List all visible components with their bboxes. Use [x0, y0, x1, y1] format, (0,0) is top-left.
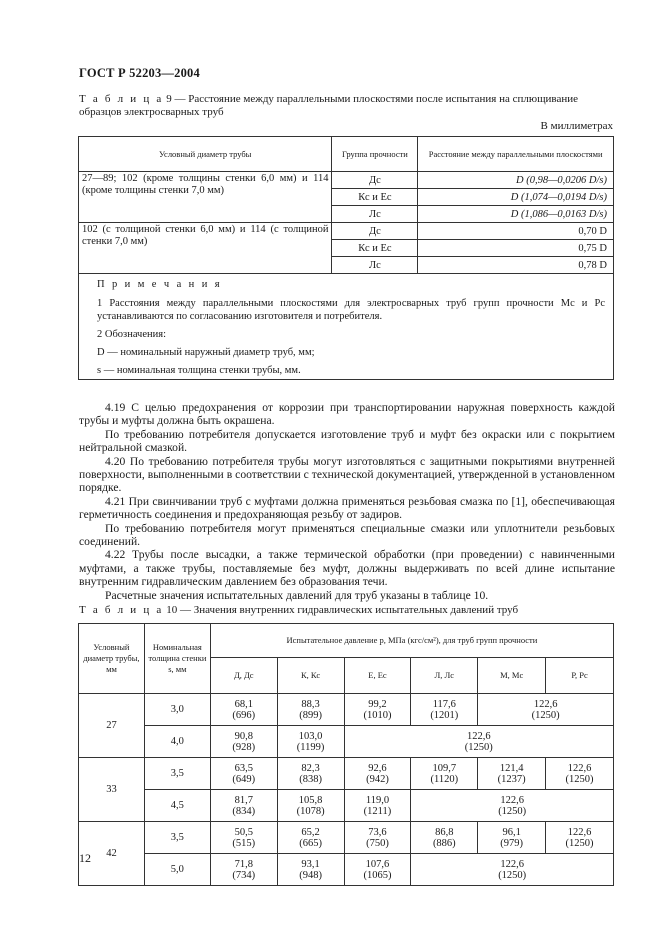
table10-value-cell: 71,8 (734) [210, 854, 277, 886]
table10-head-diameter: Условный диаметр трубы, мм [79, 624, 145, 694]
table10-wall-cell: 4,0 [144, 726, 210, 758]
table10-grade-header: Е, Ес [344, 658, 411, 694]
table9-grade-cell: Дс [332, 223, 418, 240]
note-2-s: s — номинальная толщина стенки трубы, мм. [97, 365, 301, 376]
table9-distance-cell: 0,78 D [418, 257, 614, 274]
table10-value-cell: 105,8 (1078) [277, 790, 344, 822]
table10-wall-cell: 4,5 [144, 790, 210, 822]
paragraph-4-20: 4.20 По требованию потребителя трубы могут изготовляться с защитными покрытиями внутренней поверхности, выполненными в соответствии с технической документацией, утвержденной в установленном порядке. [79, 454, 615, 495]
table9-grade-cell: Лс [332, 206, 418, 223]
table10-grade-header: Д, Дс [210, 658, 277, 694]
table9-caption-label: Т а б л и ц а [79, 93, 164, 105]
table10-diameter-cell: 42 [79, 822, 145, 886]
table10-value-cell: 107,6 (1065) [344, 854, 411, 886]
table10-diameter-cell: 27 [79, 694, 145, 758]
table10-value-cell: 122,6 (1250) [411, 854, 614, 886]
table10-value-cell: 73,6 (750) [344, 822, 411, 854]
paragraph: Расчетные значения испытательных давлений для труб указаны в таблице 10. [105, 588, 489, 602]
paragraph-4-21: 4.21 При свинчивании труб с муфтами должна применяться резьбовая смазка по [1], обеспечивающая герметичность соединения и предохраняющая резьбу от задиров. [79, 494, 615, 522]
table10-value-cell: 68,1 (696) [210, 694, 277, 726]
table10-head-wall: Номинальная толщина стенки s, мм [144, 624, 210, 694]
table10-value-cell: 96,1 (979) [478, 822, 546, 854]
paragraph-4-19: 4.19 С целью предохранения от коррозии при транспортировании наружная поверхность каждой трубы и муфты должна быть окрашена. [79, 401, 615, 428]
table9-head-diameter: Условный диаметр трубы [79, 137, 332, 172]
table9-grade-cell: Кс и Ес [332, 189, 418, 206]
table9-diameter-cell: 27—89; 102 (кроме толщины стенки 6,0 мм) и 114 (кроме толщины стенки 7,0 мм) [79, 172, 332, 223]
table10-value-cell: 86,8 (886) [411, 822, 478, 854]
table10-head-pressure: Испытательное давление p, МПа (кгс/см²), для труб групп прочности [210, 624, 613, 658]
table10-value-cell: 122,6 (1250) [546, 822, 614, 854]
table10-wall-cell: 3,0 [144, 694, 210, 726]
paragraph: По требованию потребителя допускается изготовление труб и муфт без окраски или с покрытием нейтральной смазкой. [79, 427, 615, 455]
table10-value-cell: 93,1 (948) [277, 854, 344, 886]
table9-grade-cell: Лс [332, 257, 418, 274]
table9-distance-cell: 0,70 D [418, 223, 614, 240]
table10-grade-header: Р, Рс [546, 658, 614, 694]
table10-value-cell: 122,6 (1250) [344, 726, 613, 758]
table9-distance-cell: D (0,98—0,0206 D/s) [418, 172, 614, 189]
table9-distance-cell: 0,75 D [418, 240, 614, 257]
table10-value-cell: 65,2 (665) [277, 822, 344, 854]
table10-value-cell: 82,3 (838) [277, 758, 344, 790]
table9-head-grade: Группа прочности [332, 137, 418, 172]
page-number: 12 [79, 851, 91, 865]
table10-wall-cell: 3,5 [144, 822, 210, 854]
table10-grade-header: М, Мс [478, 658, 546, 694]
table10-value-cell: 50,5 (515) [210, 822, 277, 854]
table9-diameter-cell: 102 (с толщиной стенки 6,0 мм) и 114 (с толщиной стенки 7,0 мм) [79, 223, 332, 274]
table9-caption-text: 9 — Расстояние между параллельными плоскостями после испытания на сплющивание образцов электросварных труб [79, 93, 579, 118]
notes-title: П р и м е ч а н и я [97, 279, 222, 290]
table9-units: В миллиметрах [540, 120, 613, 132]
table10-caption [79, 604, 599, 617]
table10-caption-text: 10 — Значения внутренних гидравлических испытательных давлений труб [166, 604, 519, 616]
table10-value-cell: 122,6 (1250) [546, 758, 614, 790]
table10-wall-cell: 3,5 [144, 758, 210, 790]
table9-grade-cell: Дс [332, 172, 418, 189]
table10-value-cell: 81,7 (834) [210, 790, 277, 822]
table10-grade-header: К, Кс [277, 658, 344, 694]
table10-caption-label: Т а б л и ц а [79, 604, 164, 616]
table10 [78, 623, 614, 886]
table10-value-cell: 99,2 (1010) [344, 694, 411, 726]
note-1: 1 Расстояния между параллельными плоскостями для электросварных труб групп прочности Мс и Рс устанавливаются по согласованию изготовителя и потребителя. [97, 298, 605, 322]
note-2-d: D — номинальный наружный диаметр труб, мм; [97, 347, 315, 358]
table10-value-cell: 117,6 (1201) [411, 694, 478, 726]
paragraph: По требованию потребителя могут применяться специальные смазки или уплотнители резьбовых соединений. [79, 521, 615, 549]
table10-value-cell: 63,5 (649) [210, 758, 277, 790]
note-2-title: 2 Обозначения: [97, 329, 166, 340]
table10-value-cell: 121,4 (1237) [478, 758, 546, 790]
table9 [78, 136, 614, 380]
table9-caption [79, 93, 599, 119]
body-text [79, 401, 615, 602]
table10-wall-cell: 5,0 [144, 854, 210, 886]
table9-distance-cell: D (1,074—0,0194 D/s) [418, 189, 614, 206]
table10-value-cell: 122,6 (1250) [478, 694, 614, 726]
table9-head-distance: Расстояние между параллельными плоскостями [418, 137, 614, 172]
table10-value-cell: 103,0 (1199) [277, 726, 344, 758]
table10-diameter-cell: 33 [79, 758, 145, 822]
table10-value-cell: 92,6 (942) [344, 758, 411, 790]
table10-value-cell: 88,3 (899) [277, 694, 344, 726]
table10-value-cell: 109,7 (1120) [411, 758, 478, 790]
table10-value-cell: 119,0 (1211) [344, 790, 411, 822]
table10-value-cell: 122,6 (1250) [411, 790, 614, 822]
document-header: ГОСТ Р 52203—2004 [79, 66, 200, 80]
paragraph-4-22: 4.22 Трубы после высадки, а также термической обработки (при проведении) с навинченными муфтами, а также трубы, поставляемые без муфт, должны выдерживать по всей длине испытание внутренним гидравлическим давлением без образования течи. [79, 548, 615, 589]
table9-grade-cell: Кс и Ес [332, 240, 418, 257]
table9-distance-cell: D (1,086—0,0163 D/s) [418, 206, 614, 223]
table10-value-cell: 90,8 (928) [210, 726, 277, 758]
table10-grade-header: Л, Лс [411, 658, 478, 694]
table9-notes [79, 274, 614, 380]
